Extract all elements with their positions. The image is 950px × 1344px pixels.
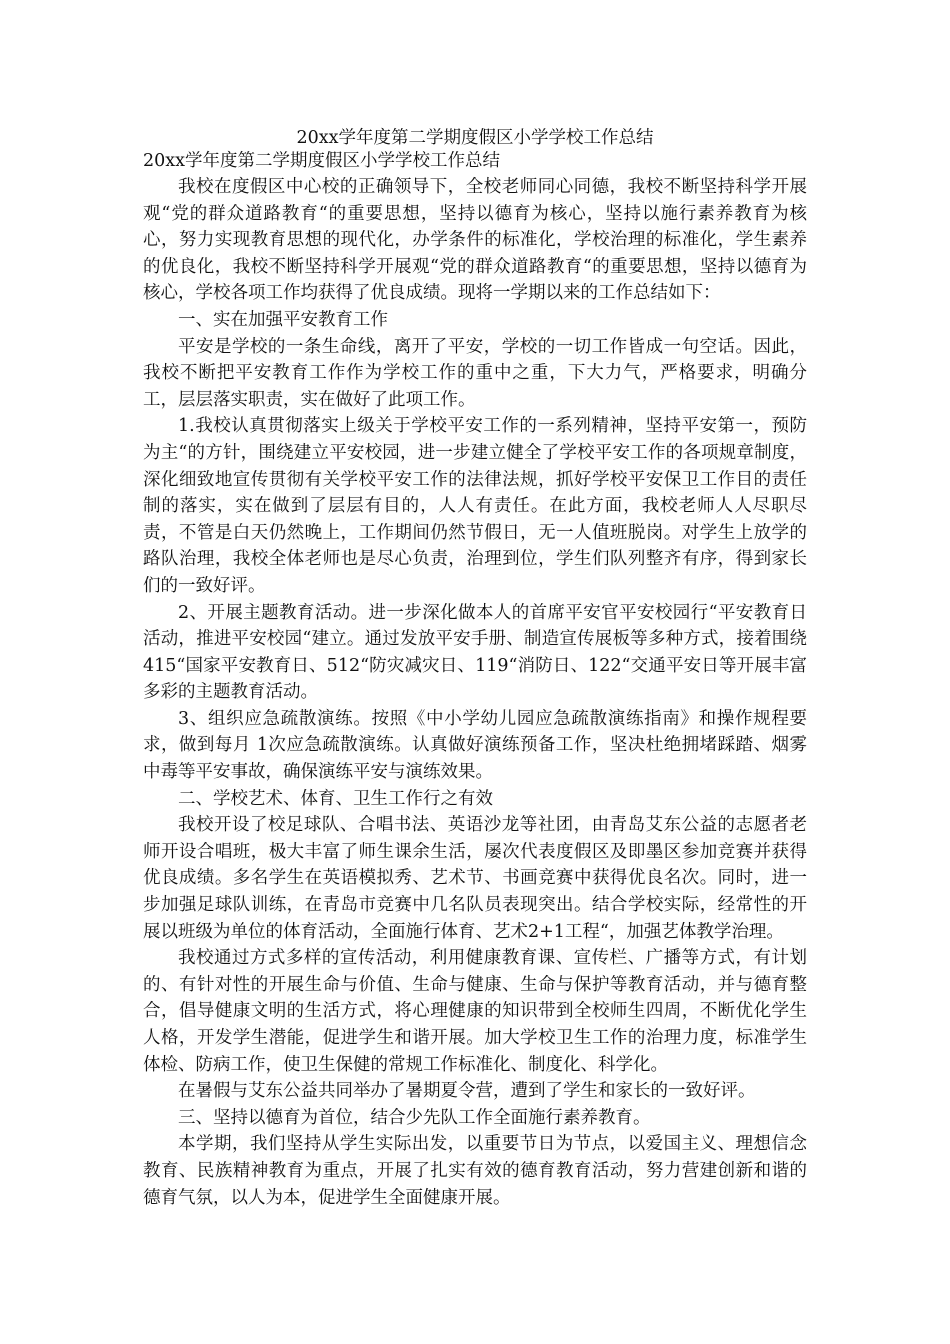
document-title: 20xx学年度第二学期度假区小学学校工作总结 — [296, 128, 654, 148]
paragraph-clubs: 我校开设了校足球队、合唱书法、英语沙龙等社团，由青岛艾东公益的志愿者老师开设合唱班，极大丰富了师生课余生活，屡次代表度假区及即墨区参加竞赛并获得优良成绩。多名学生在英语模拟秀、艺术节、书画竞赛中获得优良名次。同时，进一步加强足球队训练，在青岛市竞赛中几名队员表现突出。结合学校实际，经常性的开展以班级为单位的体育活动，全面施行体育、艺术2+1工程“，加强艺体教学治理。 — [143, 815, 807, 942]
document-body — [143, 128, 807, 1211]
heading-moral-education: 三、坚持以德育为首位，结合少先队工作全面施行素养教育。 — [178, 1107, 651, 1128]
paragraph-safety-item-2: 2、开展主题教育活动。进一步深化做本人的首席平安官平安校园行“平安教育日活动，推进平安校园“建立。通过发放平安手册、制造宣传展板等多种方式，接着围绕415“国家平安教育日、512“防灾减灾日、119“消防日、122“交通平安日等开展丰富多彩的主题教育活动。 — [143, 602, 807, 703]
document-subtitle: 20xx学年度第二学期度假区小学学校工作总结 — [143, 151, 501, 171]
paragraph-safety-item-3: 3、组织应急疏散演练。按照《中小学幼儿园应急疏散演练指南》和操作规程要求，做到每月 1次应急疏散演练。认真做好演练预备工作，坚决杜绝拥堵踩踏、烟雾中毒等平安事故，确保演练平安与演练效果。 — [143, 708, 807, 783]
paragraph-summer-camp: 在暑假与艾东公益共同举办了暑期夏令营，遭到了学生和家长的一致好评。 — [178, 1081, 756, 1102]
heading-arts-sports-health: 二、学校艺术、体育、卫生工作行之有效 — [178, 788, 493, 809]
paragraph-safety-lifeline: 平安是学校的一条生命线，离开了平安，学校的一切工作皆成一句空话。因此，我校不断把平安教育工作作为学校工作的重中之重，下大力气，严格要求，明确分工，层层落实职责，实在做好了此项工作。 — [143, 336, 807, 410]
heading-safety-education: 一、实在加强平安教育工作 — [178, 309, 388, 330]
paragraph-health-education: 我校通过方式多样的宣传活动，利用健康教育课、宣传栏、广播等方式，有计划的、有针对性的开展生命与价值、生命与健康、生命与保护等教育活动，并与德育整合，倡导健康文明的生活方式，将心理健康的知识带到全校师生四周，不断优化学生人格，开发学生潜能，促进学生和谐开展。加大学校卫生工作的治理力度，标准学生体检、防病工作，使卫生保健的常规工作标准化、制度化、科学化。 — [143, 948, 807, 1075]
paragraph-safety-item-1: 1.我校认真贯彻落实上级关于学校平安工作的一系列精神，坚持平安第一，预防为主“的方针，围绕建立平安校园，进一步建立健全了学校平安工作的各项规章制度，深化细致地宣传贯彻有关学校平安工作的法律法规，抓好学校平安保卫工作目的责任制的落实，实在做到了层层有目的，人人有责任。在此方面，我校老师人人尽职尽责，不管是白天仍然晚上，工作期间仍然节假日，无一人值班脱岗。对学生上放学的路队治理，我校全体老师也是尽心负责，治理到位，学生们队列整齐有序，得到家长们的一致好评。 — [143, 416, 807, 596]
paragraph-intro: 我校在度假区中心校的正确领导下，全校老师同心同德，我校不断坚持科学开展观“党的群众道路教育“的重要思想，坚持以德育为核心，坚持以施行素养教育为核心，努力实现教育思想的现代化，办学条件的标准化，学校治理的标准化，学生素养的优良化，我校不断坚持科学开展观“党的群众道路教育“的重要思想，坚持以德育为核心，学校各项工作均获得了优良成绩。现将一学期以来的工作总结如下： — [143, 177, 807, 304]
paragraph-moral-education: 本学期，我们坚持从学生实际出发，以重要节日为节点，以爱国主义、理想信念教育、民族精神教育为重点，开展了扎实有效的德育教育活动，努力营建创新和谐的德育气氛，以人为本，促进学生全面健康开展。 — [143, 1134, 807, 1208]
